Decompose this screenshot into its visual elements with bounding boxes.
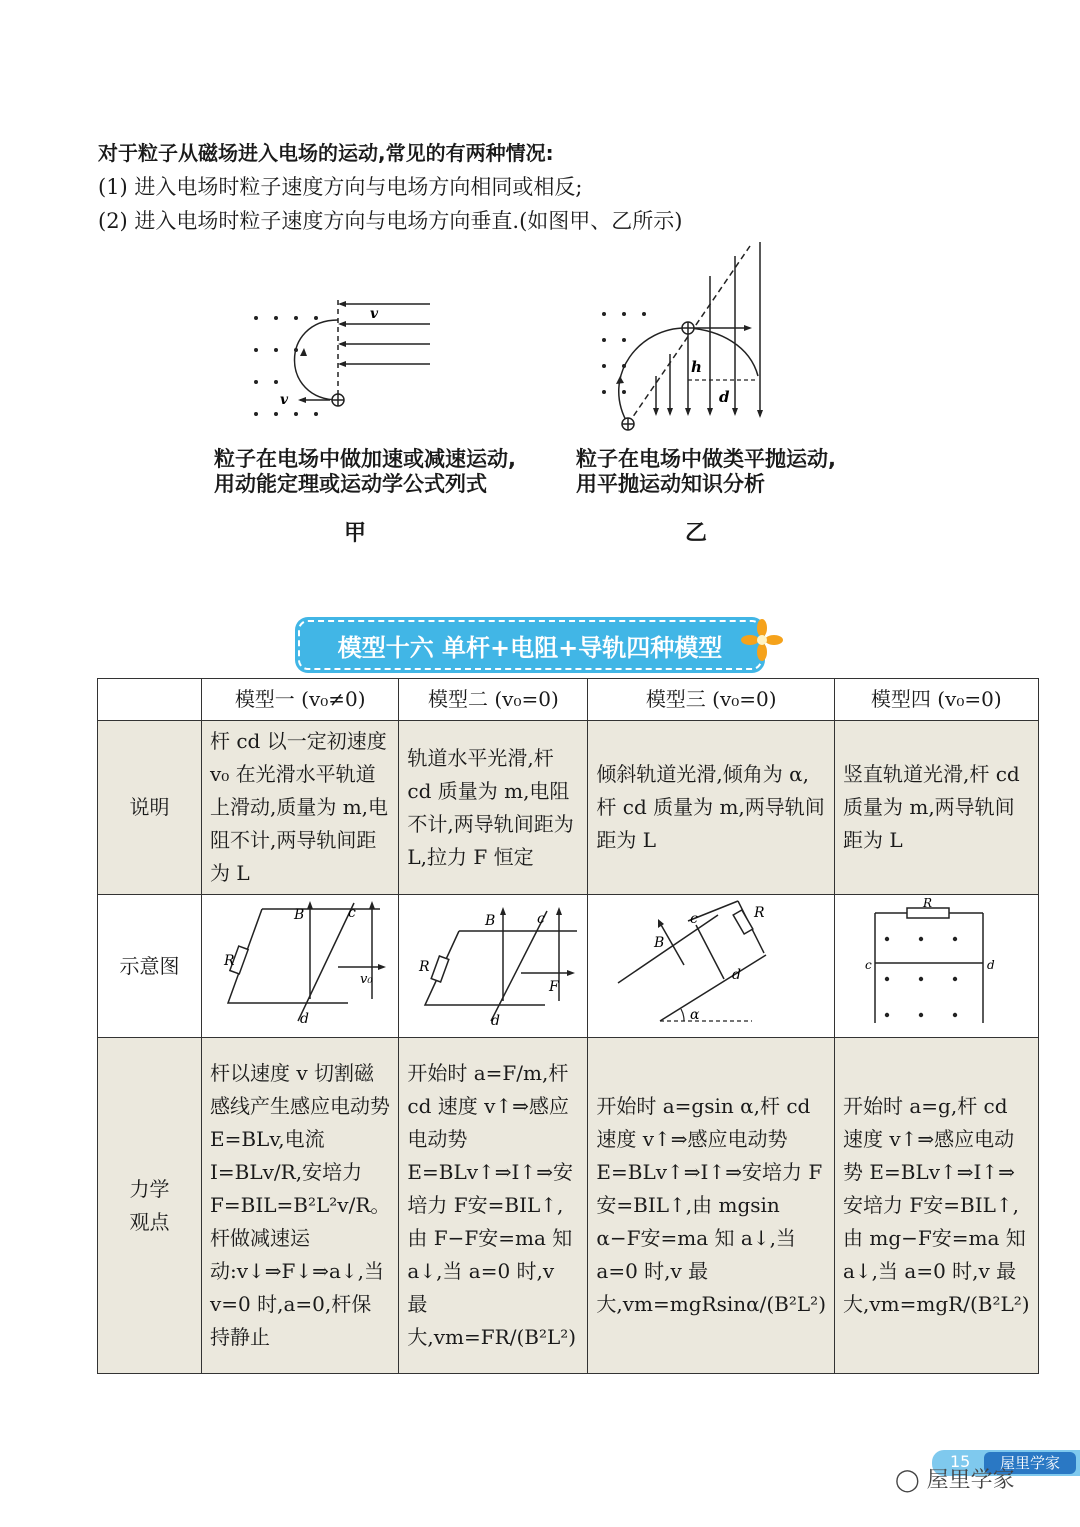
label-c: c bbox=[865, 958, 872, 972]
table-row-diagram bbox=[98, 895, 1039, 1038]
label-R: R bbox=[754, 905, 765, 921]
label-d-3: d bbox=[732, 967, 742, 983]
label-F: F bbox=[549, 979, 560, 995]
label-c: c bbox=[690, 911, 699, 927]
row-label-desc: 说明 bbox=[98, 721, 202, 895]
caption-yi-1: 粒子在电场中做类平抛运动, bbox=[576, 447, 836, 471]
table-row-mech bbox=[98, 1038, 1039, 1374]
label-d-1: d bbox=[300, 1011, 309, 1027]
label-h: h bbox=[691, 358, 702, 376]
label-c: c bbox=[348, 905, 356, 921]
caption-yi-2: 用平抛运动知识分析 bbox=[576, 472, 765, 496]
label-v-top: v bbox=[370, 306, 379, 322]
models-table bbox=[97, 678, 1039, 1374]
label-B: B bbox=[294, 907, 305, 923]
label-d-2: d bbox=[491, 1013, 501, 1027]
caption-jia-1: 粒子在电场中做加速或减速运动, bbox=[214, 447, 516, 471]
label-B: B bbox=[485, 913, 496, 929]
label-d-4: d bbox=[987, 958, 995, 972]
label-R: R bbox=[419, 959, 430, 975]
desc-model-2: 轨道水平光滑,杆 cd 质量为 m,电阻不计,两导轨间距为 L,拉力 F 恒定 bbox=[399, 721, 588, 895]
header-model-2: 模型二 (v₀=0) bbox=[399, 679, 588, 721]
figure-yi bbox=[590, 236, 780, 436]
diagram-model-2 bbox=[399, 895, 588, 1038]
desc-model-3: 倾斜轨道光滑,倾角为 α,杆 cd 质量为 m,两导轨间距为 L bbox=[588, 721, 835, 895]
header-empty bbox=[98, 679, 202, 721]
diagram-model-1 bbox=[202, 895, 399, 1038]
desc-model-1: 杆 cd 以一定初速度 v₀ 在光滑水平轨道上滑动,质量为 m,电阻不计,两导轨间距为 L bbox=[202, 721, 399, 895]
diagram-model-4 bbox=[835, 895, 1039, 1038]
page-number: 15 bbox=[950, 1452, 971, 1471]
desc-model-4: 竖直轨道光滑,杆 cd 质量为 m,两导轨间距为 L bbox=[835, 721, 1039, 895]
banner-title: 模型十六 单杆+电阻+导轨四种模型 bbox=[337, 633, 723, 662]
label-v-bottom: v bbox=[280, 392, 289, 408]
wechat-icon: ◯ bbox=[895, 1468, 920, 1493]
header-model-3: 模型三 (v₀=0) bbox=[588, 679, 835, 721]
caption-jia-2: 用动能定理或运动学公式列式 bbox=[214, 472, 487, 496]
table-header-row bbox=[98, 679, 1039, 721]
header-model-1: 模型一 (v₀≠0) bbox=[202, 679, 399, 721]
row-label-mech-1: 力学 bbox=[129, 1176, 170, 1201]
label-c: c bbox=[537, 911, 546, 927]
label-R: R bbox=[923, 896, 933, 910]
label-d: d bbox=[719, 388, 730, 406]
footer-tag: 屋里学家 bbox=[984, 1452, 1076, 1474]
figure-label-jia: 甲 bbox=[344, 521, 367, 546]
row-label-mech-2: 观点 bbox=[129, 1209, 170, 1234]
watermark bbox=[895, 1463, 1015, 1494]
mech-model-1: 杆以速度 v 切割磁感线产生感应电动势 E=BLv,电流 I=BLv/R,安培力 F=BIL=B²L²v/R。杆做减速运动:v↓⇒F↓⇒a↓,当 v=0 时,a=0,杆保持静止 bbox=[202, 1038, 399, 1374]
label-B: B bbox=[654, 935, 665, 951]
watermark-text: 屋里学家 bbox=[926, 1468, 1015, 1493]
diagram-model-3 bbox=[588, 895, 835, 1038]
mech-model-2: 开始时 a=F/m,杆 cd 速度 v↑⇒感应电动势 E=BLv↑⇒I↑⇒安培力 F安=BIL↑,由 F−F安=ma 知 a↓,当 a=0 时,v 最大,vm=FR/(B²L²) bbox=[399, 1038, 588, 1374]
label-v0: v₀ bbox=[360, 972, 373, 987]
figure-label-yi: 乙 bbox=[685, 521, 708, 546]
table-row-desc bbox=[98, 721, 1039, 895]
row-label-mech bbox=[98, 1038, 202, 1374]
intro-line-2: (1) 进入电场时粒子速度方向与电场方向相同或相反; bbox=[98, 175, 583, 199]
label-alpha: α bbox=[690, 1007, 700, 1023]
header-model-4: 模型四 (v₀=0) bbox=[835, 679, 1039, 721]
section-banner bbox=[298, 620, 762, 670]
intro-line-1: 对于粒子从磁场进入电场的运动,常见的有两种情况: bbox=[98, 141, 554, 165]
row-label-diagram: 示意图 bbox=[98, 895, 202, 1038]
mech-model-3: 开始时 a=gsin α,杆 cd 速度 v↑⇒感应电动势 E=BLv↑⇒I↑⇒安培力 F安=BIL↑,由 mgsin α−F安=ma 知 a↓,当 a=0 时,v 最大,vm=mgRsinα/(B²L²) bbox=[588, 1038, 835, 1374]
figure-jia bbox=[240, 290, 450, 430]
mech-model-4: 开始时 a=g,杆 cd 速度 v↑⇒感应电动势 E=BLv↑⇒I↑⇒安培力 F安=BIL↑,由 mg−F安=ma 知 a↓,当 a=0 时,v 最大,vm=mgR/(B²L²) bbox=[835, 1038, 1039, 1374]
label-R: R bbox=[224, 953, 235, 969]
intro-line-3: (2) 进入电场时粒子速度方向与电场方向垂直.(如图甲、乙所示) bbox=[98, 209, 683, 233]
flower-icon bbox=[740, 618, 784, 662]
intro-text bbox=[98, 136, 998, 238]
